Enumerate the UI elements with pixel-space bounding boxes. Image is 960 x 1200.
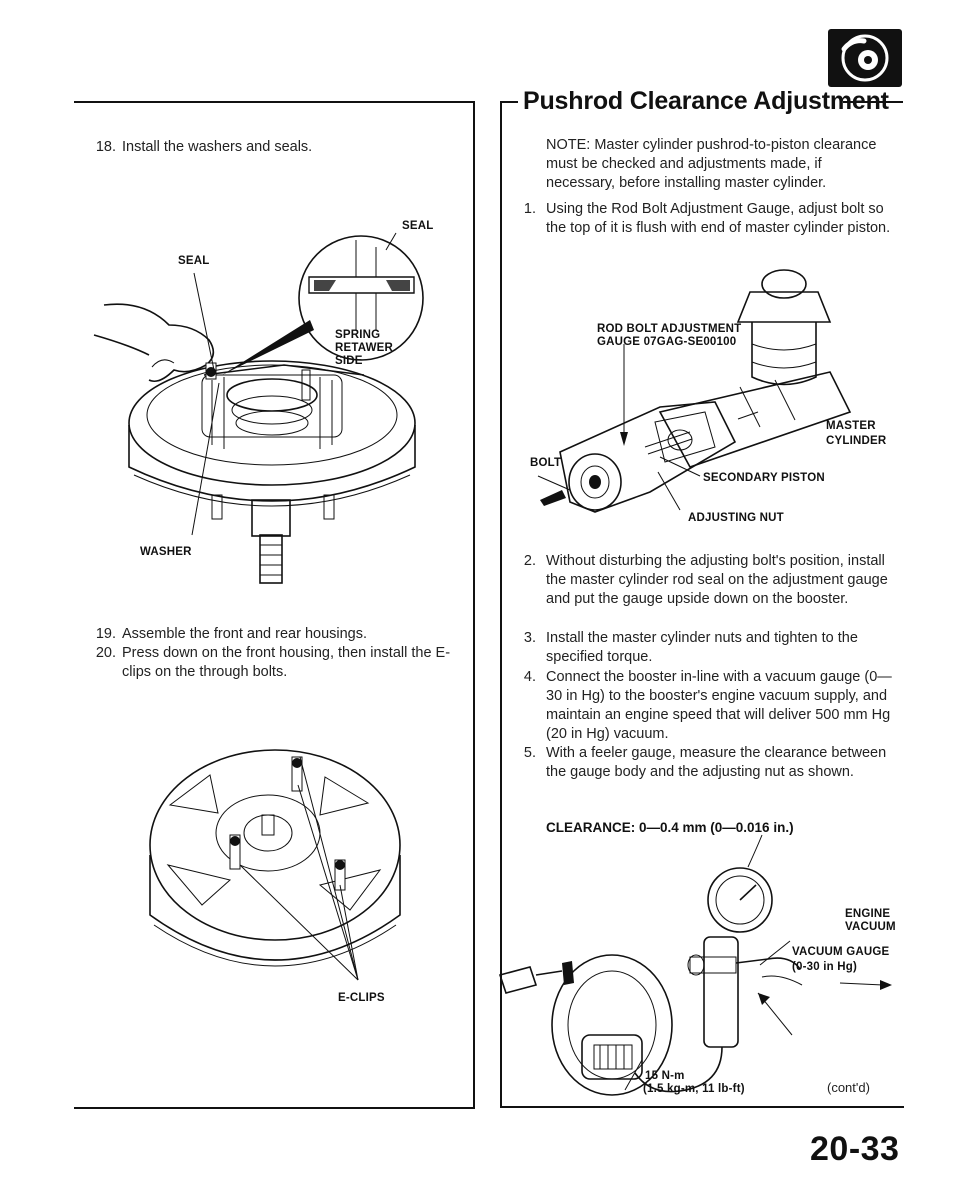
housing-eclips-illustration — [140, 735, 410, 1015]
label-torque-line2: (1.5 kg-m, 11 lb-ft) — [643, 1083, 745, 1095]
clearance-spec: CLEARANCE: 0—0.4 mm (0—0.016 in.) — [546, 820, 794, 835]
step-5: 5. With a feeler gauge, measure the clearance between the gauge body and the adjusting nut as shown. — [523, 745, 887, 780]
left-bottom-rule — [74, 1107, 475, 1109]
right-bottom-rule — [500, 1106, 904, 1108]
label-spring-line1: SPRING — [335, 329, 381, 341]
step-18: 18. Install the washers and seals. — [95, 139, 313, 155]
vacuum-gauge-illustration — [500, 845, 910, 1105]
label-engine-line1: ENGINE — [845, 908, 891, 920]
label-vgauge-line2: (0-30 in Hg) — [792, 961, 858, 973]
label-secondary-piston: SECONDARY PISTON — [703, 472, 825, 484]
label-adjusting-nut: ADJUSTING NUT — [688, 512, 784, 524]
continued-note: (cont'd) — [827, 1080, 870, 1095]
label-seal-left: SEAL — [178, 255, 210, 267]
step-3: 3. Install the master cylinder nuts and tighten to the specified torque. — [523, 630, 858, 665]
step-19: 19. Assemble the front and rear housings. — [95, 626, 368, 642]
label-torque-line1: 15 N-m — [645, 1070, 685, 1082]
label-bolt: BOLT — [530, 457, 562, 469]
label-washer: WASHER — [140, 546, 192, 558]
section-icon-box — [828, 29, 902, 87]
label-seal-right: SEAL — [402, 220, 434, 232]
step-1: 1. Using the Rod Bolt Adjustment Gauge, adjust bolt so the top of it is flush with end of master cylinder piston. — [523, 201, 891, 236]
left-top-rule — [74, 101, 474, 103]
label-vgauge-line1: VACUUM GAUGE — [792, 946, 890, 958]
section-title: Pushrod Clearance Adjustment — [523, 87, 889, 115]
step-20: 20. Press down on the front housing, then install the E-clips on the through bolts. — [95, 645, 451, 680]
step-2: 2. Without disturbing the adjusting bolt's position, install the master cylinder rod seal on the adjustment gauge and put the gauge upside down on the booster. — [523, 553, 888, 607]
label-spring-line2: RETAWER — [335, 342, 394, 354]
label-gauge-line2: GAUGE 07GAG-SE00100 — [597, 336, 737, 348]
brake-disc-icon — [828, 29, 902, 87]
page-number: 20-33 — [810, 1130, 900, 1168]
booster-seal-illustration — [74, 205, 474, 595]
label-master-line2: CYLINDER — [826, 435, 887, 447]
label-master-line1: MASTER — [826, 420, 876, 432]
note: NOTE: Master cylinder pushrod-to-piston clearance must be checked and adjustments made, if necessary, before installing master cylinder. — [546, 137, 877, 191]
right-top-rule-short — [500, 101, 518, 103]
label-gauge-line1: ROD BOLT ADJUSTMENT — [597, 323, 742, 335]
label-eclips: E-CLIPS — [338, 992, 385, 1004]
step-4: 4. Connect the booster in-line with a vacuum gauge (0—30 in Hg) to the booster's engine vacuum supply, and maintain an engine speed that will deliver 500 mm Hg (20 in Hg) vacuum. — [523, 669, 892, 742]
label-engine-line2: VACUUM — [845, 921, 896, 933]
label-spring-line3: SIDE — [335, 355, 363, 367]
